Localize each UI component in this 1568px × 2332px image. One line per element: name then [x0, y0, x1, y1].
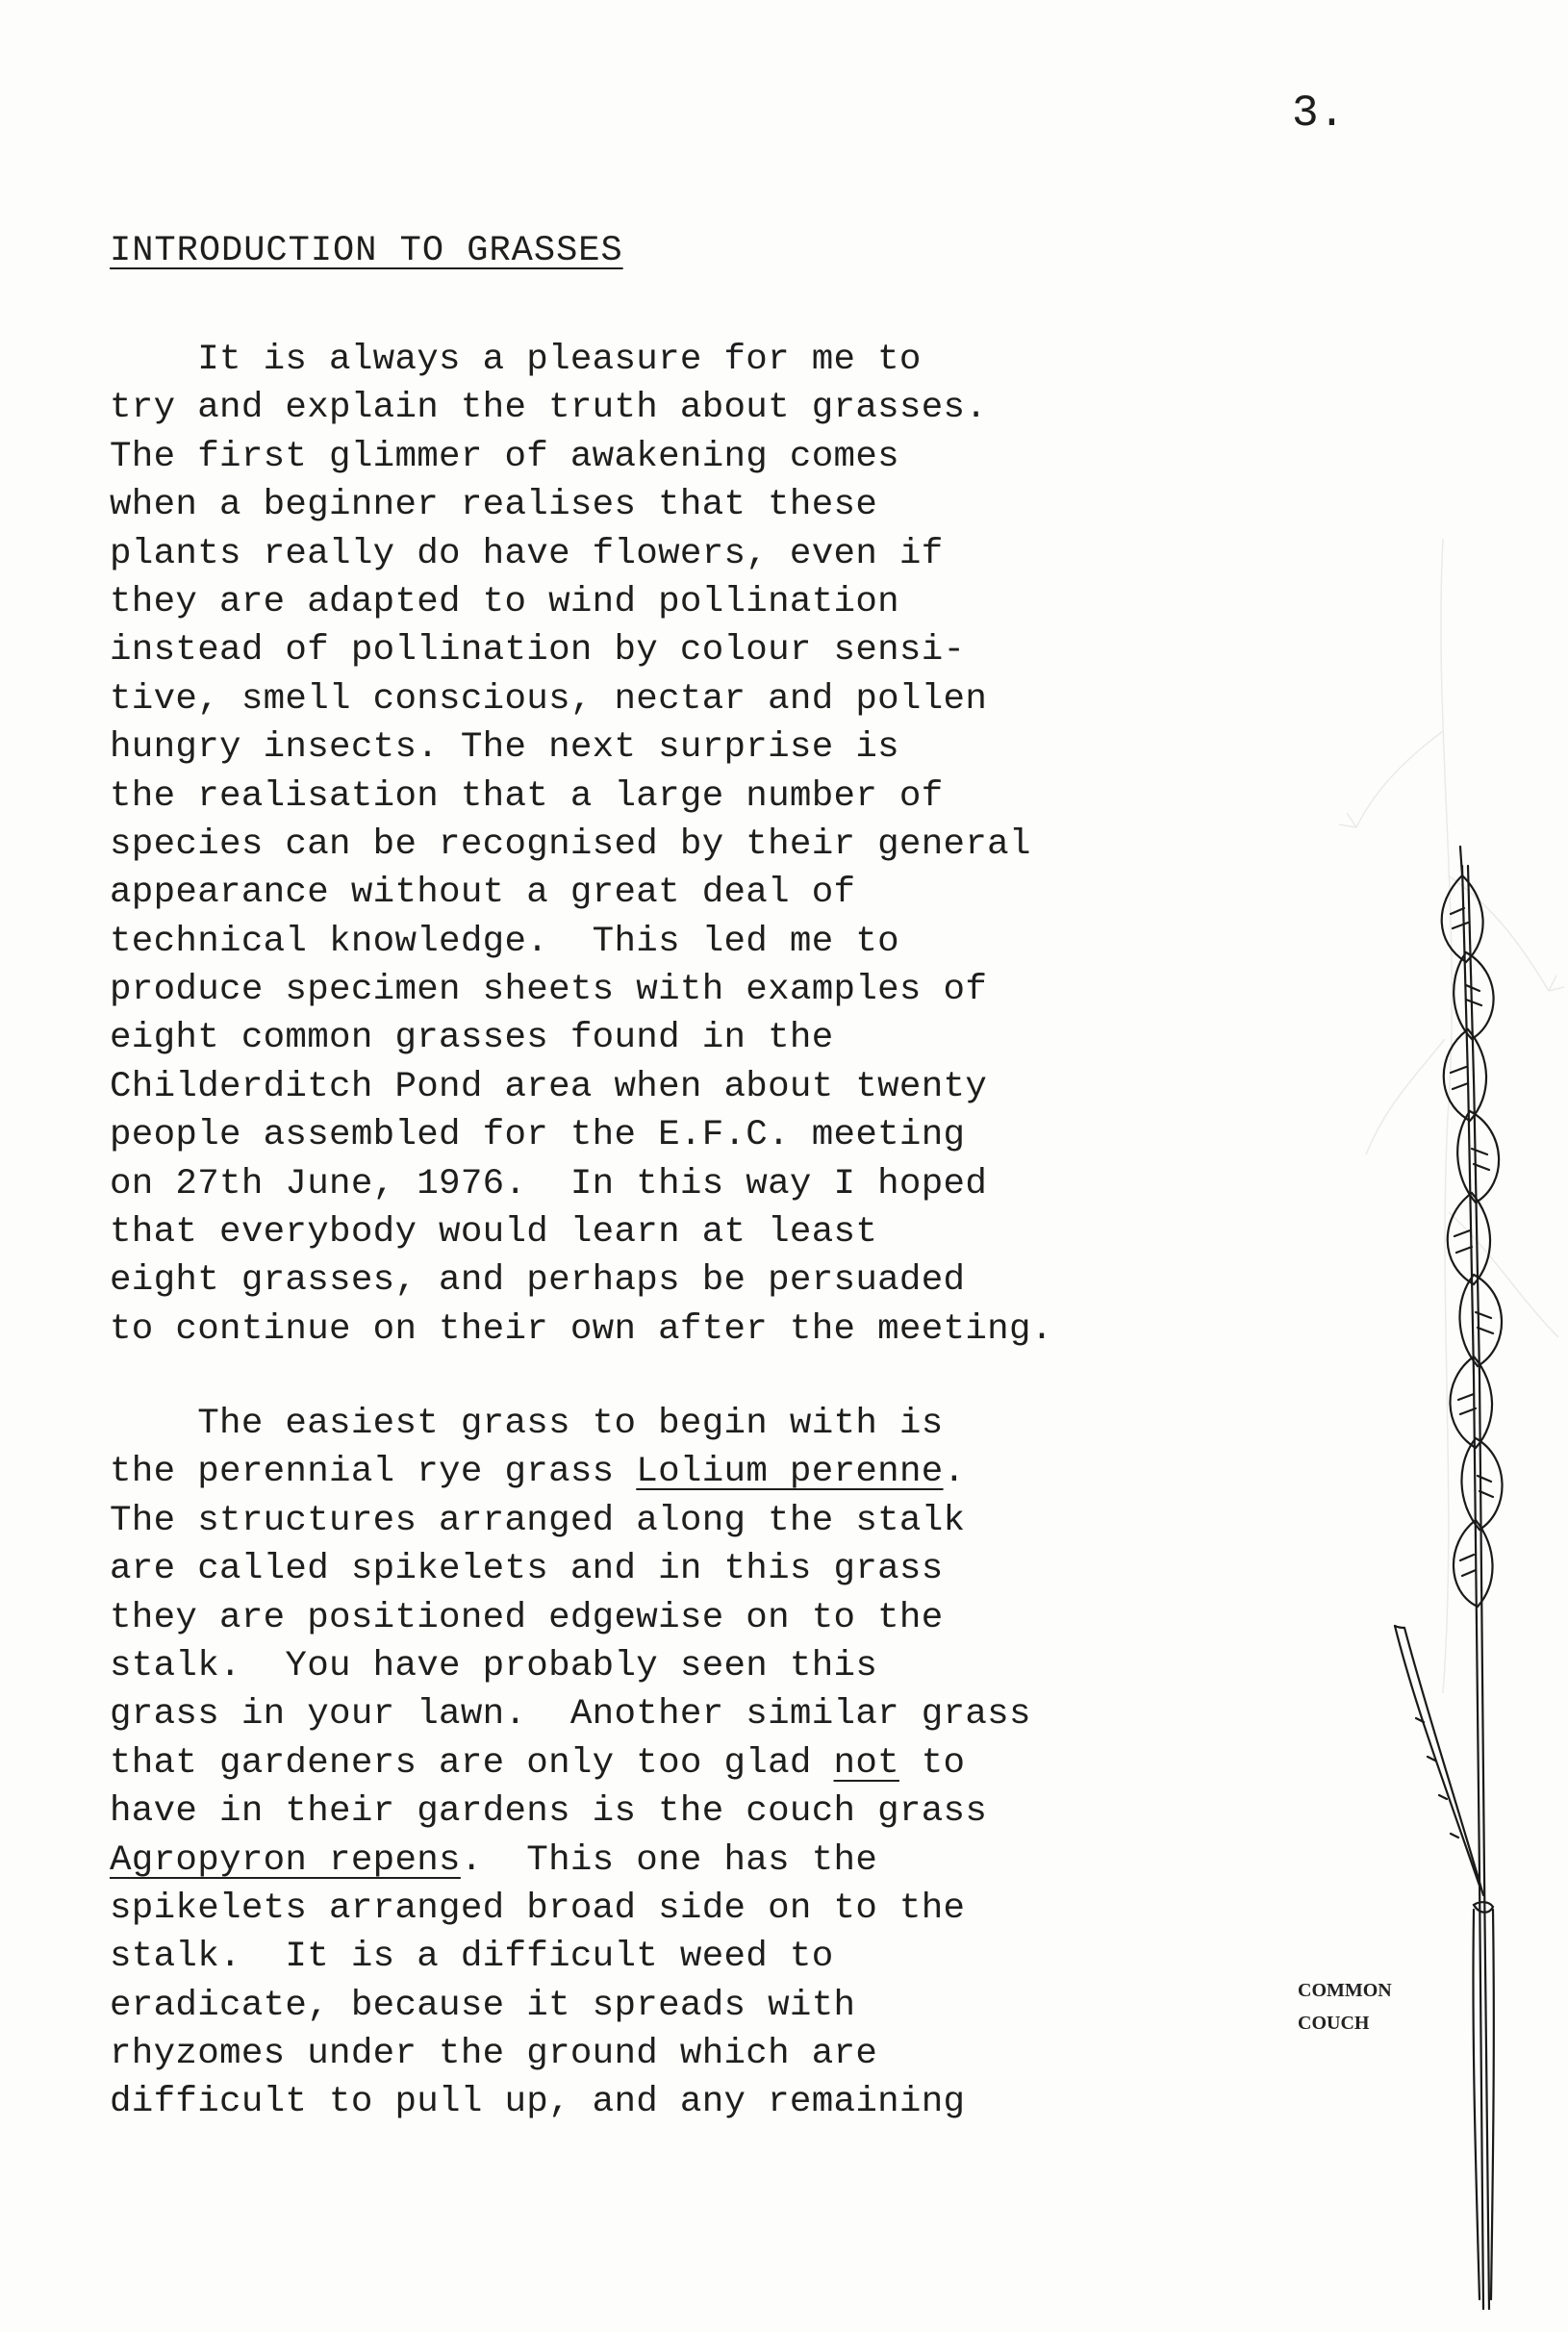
text-segment: . This one has the	[460, 1839, 878, 1881]
text-line: eight grasses, and perhaps be persuaded	[110, 1260, 966, 1302]
emphasis-underlined: not	[833, 1742, 899, 1784]
text-line: The easiest grass to begin with is	[110, 1404, 944, 1444]
text-line: instead of pollination by colour sensi-	[110, 630, 966, 672]
text-line: try and explain the truth about grasses.	[110, 388, 988, 429]
text-line: tive, smell conscious, nectar and pollen	[110, 678, 988, 720]
text-line: that everybody would learn at least	[110, 1212, 878, 1254]
text-line: plants really do have flowers, even if	[110, 533, 944, 574]
text-line: have in their gardens is the couch grass	[110, 1791, 988, 1833]
text-line: rhyzomes under the ground which are	[110, 2034, 878, 2075]
text-line: they are positioned edgewise on to the	[110, 1597, 944, 1638]
text-line: It is always a pleasure for me to	[110, 340, 922, 380]
text-line: species can be recognised by their general	[110, 824, 1031, 865]
text-segment: .	[943, 1452, 966, 1493]
text-segment: the perennial rye grass	[110, 1452, 637, 1493]
text-line: technical knowledge. This led me to	[110, 921, 899, 962]
paragraph-intro	[110, 336, 1053, 1354]
text-line	[110, 1739, 1031, 1787]
text-line: the realisation that a large number of	[110, 775, 944, 817]
text-line	[110, 1837, 1031, 1885]
text-line: The structures arranged along the stalk	[110, 1500, 966, 1541]
text-line: to continue on their own after the meeting.	[110, 1308, 1053, 1350]
text-line: Childerditch Pond area when about twenty	[110, 1066, 988, 1107]
page-number: 3.	[1292, 89, 1346, 139]
text-line: they are adapted to wind pollination	[110, 581, 899, 622]
text-line: people assembled for the E.F.C. meeting	[110, 1115, 966, 1156]
text-line: grass in your lawn. Another similar grass	[110, 1694, 1031, 1736]
text-line: when a beginner realises that these	[110, 485, 878, 526]
text-segment: that gardeners are only too glad	[110, 1742, 834, 1784]
illustration-caption	[1298, 1974, 1392, 2040]
text-line: hungry insects. The next surprise is	[110, 727, 899, 769]
text-line: are called spikelets and in this grass	[110, 1549, 944, 1590]
grass-spike-drawing-icon	[1366, 837, 1568, 2319]
species-name-underlined: Agropyron repens	[110, 1839, 461, 1881]
caption-line: COUCH	[1298, 2013, 1370, 2034]
text-line: eight common grasses found in the	[110, 1018, 834, 1059]
caption-line: COMMON	[1298, 1980, 1392, 2001]
section-heading: INTRODUCTION TO GRASSES	[110, 231, 623, 271]
text-line: eradicate, because it spreads with	[110, 1985, 856, 2026]
text-line: appearance without a great deal of	[110, 873, 856, 914]
text-line: difficult to pull up, and any remaining	[110, 2082, 966, 2123]
text-line: stalk. It is a difficult weed to	[110, 1937, 834, 1978]
text-line: spikelets arranged broad side on to the	[110, 1888, 966, 1929]
text-line	[110, 1448, 1031, 1496]
text-segment: to	[898, 1742, 966, 1784]
text-line: on 27th June, 1976. In this way I hoped	[110, 1163, 988, 1204]
text-line: The first glimmer of awakening comes	[110, 436, 899, 477]
text-line: stalk. You have probably seen this	[110, 1645, 878, 1686]
text-line: produce specimen sheets with examples of	[110, 970, 988, 1011]
species-name-underlined: Lolium perenne	[636, 1452, 944, 1493]
paragraph-grasses	[110, 1400, 1031, 2127]
